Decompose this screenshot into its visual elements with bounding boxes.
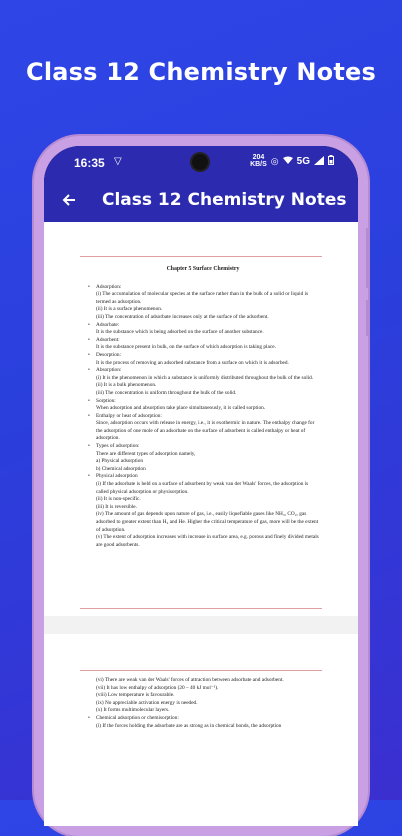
hotspot-icon: ◎: [270, 155, 279, 166]
status-icons: [250, 154, 334, 168]
text-line: (viii) Low temperature is favourable.: [96, 692, 175, 699]
text-line: a) Physical adsorption: [96, 458, 144, 465]
text-line: (ii) It is a bulk phenomenon.: [96, 382, 157, 389]
pdf-viewer[interactable]: [44, 222, 358, 826]
bullet-heading: • Sorption:: [84, 398, 322, 406]
text-line: (v) The extent of adsorption increases with increase in surface area, e.g. porous and finely divided metals are good adsorbents.: [96, 534, 319, 548]
signal-icon: [314, 156, 324, 167]
status-bar: [44, 146, 358, 180]
text-line: When adsorption and absorption take place simultaneously, it is called sorption.: [96, 405, 266, 412]
bullet-heading: • Physical adsorption: [84, 473, 322, 481]
front-camera: [192, 154, 208, 170]
text-line: b) Chemical adsorption: [96, 465, 146, 472]
app-bar: [44, 180, 358, 222]
chapter-heading: Chapter 5 Surface Chemistry: [166, 266, 240, 272]
bullet-heading: • Adsorbate:: [84, 322, 322, 330]
bullet-heading: • Absorption:: [84, 367, 322, 375]
text-line: (ii) It is non-specific.: [96, 496, 141, 503]
text-line: (iii) The concentration of adsorbate increases only at the surface of the adsorbent.: [96, 313, 269, 320]
bullet-heading: • Adsorption:: [84, 284, 322, 292]
phone-screen: [44, 146, 358, 826]
text-line: It is the substance present in bulk, on the surface of which adsorption is taking place.: [96, 344, 276, 351]
text-line: It is the substance which is being adsorbed on the surface of another substance.: [96, 329, 264, 336]
back-arrow-icon[interactable]: [62, 189, 76, 212]
phone-power-button: [366, 300, 370, 336]
page-text: [84, 266, 322, 549]
text-line: (iii) It is reversible.: [96, 503, 137, 510]
network-type: 5G: [296, 155, 310, 167]
bullet-heading: • Desorption:: [84, 352, 322, 360]
text-line: (i) If the adsorbate is held on a surface of adsorbent by weak van der Waals' forces, the adsorption is called physical adsorption or physisorption.: [96, 481, 309, 495]
page-rule: [80, 608, 322, 609]
page-text: [84, 677, 322, 730]
text-line: (iv) The amount of gas depends upon nature of gas, i.e., easily liquefiable gases like NH₃, CO₂, gas adsorbed to greater extent than H₂ and He. Higher the critical temperature of gas, more will be the extent of adsorption.: [96, 511, 319, 533]
bullet-heading: • Chemical adsorption or chemisorption:: [84, 715, 322, 723]
text-line: There are different types of adsorption namely,: [96, 450, 196, 457]
text-line: Since, adsorption occurs with release in energy, i.e., it is exothermic in nature. The enthalpy change for the adsorption of one mole of an adsorbate on the surface of adsorbent is called enthalpy or heat of adsorption.: [96, 420, 315, 442]
phone-volume-button: [366, 228, 370, 288]
wifi-icon: [283, 156, 293, 167]
text-line: (vi) There are weak van der Waals' forces of attraction between adsorbate and adsorbent.: [96, 677, 284, 683]
text-line: (i) The accumulation of molecular species at the surface rather than in the bulk of a solid or liquid is termed as adsorption.: [96, 291, 309, 305]
bullet-heading: • Adsorbent:: [84, 337, 322, 345]
battery-icon: [328, 155, 334, 167]
text-line: (i) If the forces holding the adsorbate are as strong as in chemical bonds, the adsorption: [96, 722, 282, 729]
text-line: (iii) The concentration is uniform throughout the bulk of the solid.: [96, 389, 237, 396]
bullet-heading: • Types of adsorption:: [84, 443, 322, 451]
bullet-heading: • Enthalpy or heat of adsorption:: [84, 413, 322, 421]
app-title: Class 12 Chemistry Notes: [102, 190, 347, 210]
status-time: 16:35: [74, 156, 105, 170]
document-page: [44, 222, 358, 616]
net-speed: 204 KB/S: [250, 154, 267, 168]
text-line: (ix) No appreciable activation energy is needed.: [96, 699, 198, 706]
vpn-icon: ▽: [114, 156, 122, 167]
text-line: It is the process of removing an adsorbed substance from a surface on which it is adsorbed.: [96, 359, 289, 366]
text-line: (vii) It has low enthalpy of adsorption (20 – 40 kJ mol⁻¹).: [96, 684, 219, 691]
document-page: [44, 634, 358, 826]
text-line: (x) It forms multimolecular layers.: [96, 707, 170, 714]
text-line: (i) It is the phenomenon in which a substance is uniformly distributed throughout the bulk of the solid.: [96, 374, 314, 381]
promo-headline: Class 12 Chemistry Notes: [26, 58, 376, 86]
page-rule: [80, 256, 322, 257]
page-rule: [80, 670, 322, 671]
text-line: (ii) It is a surface phenomenon.: [96, 306, 163, 313]
